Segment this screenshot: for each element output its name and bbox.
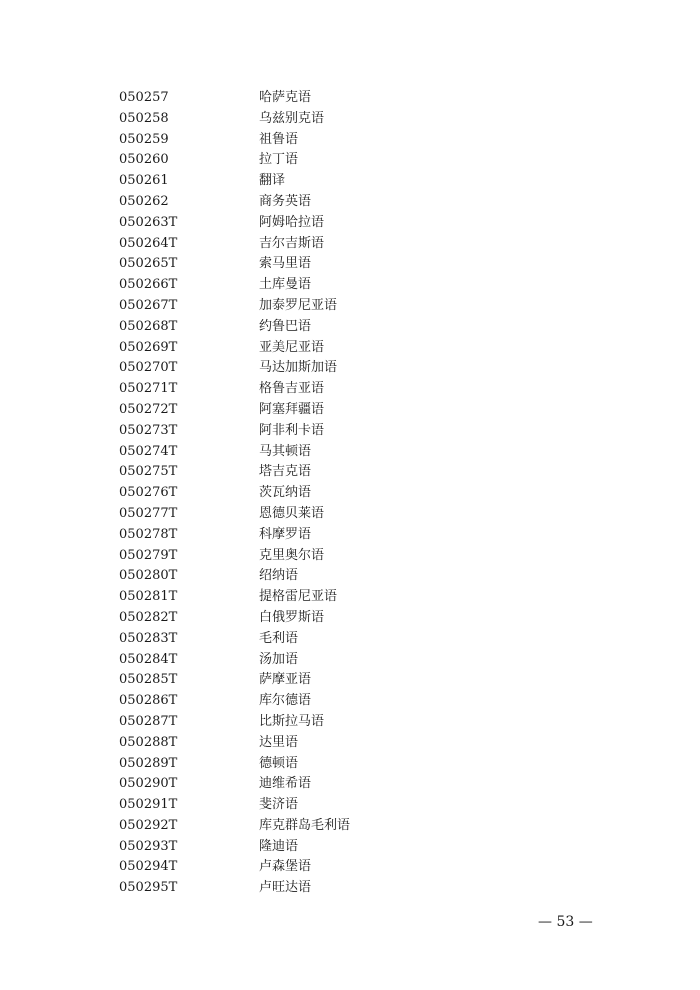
major-code: 050294T	[119, 859, 178, 875]
major-code: 050267T	[119, 297, 178, 313]
major-code: 050289T	[119, 755, 178, 771]
list-item	[0, 275, 700, 296]
major-code: 050280T	[119, 568, 178, 584]
major-name: 商务英语	[259, 193, 312, 209]
major-name: 迪维希语	[259, 776, 312, 792]
list-item	[0, 379, 700, 400]
major-name: 祖鲁语	[259, 131, 299, 147]
major-name: 哈萨克语	[259, 90, 312, 105]
major-code: 050263T	[119, 214, 178, 230]
major-name: 加泰罗尼亚语	[259, 297, 338, 313]
list-item	[0, 109, 700, 130]
list-item	[0, 296, 700, 317]
list-item	[0, 462, 700, 483]
major-name: 阿姆哈拉语	[259, 214, 325, 230]
list-item	[0, 338, 700, 359]
major-code: 050270T	[119, 360, 178, 376]
major-code: 050275T	[119, 464, 178, 480]
major-name: 德顿语	[259, 755, 299, 771]
major-name: 卢森堡语	[259, 859, 312, 875]
major-code: 050272T	[119, 401, 178, 417]
list-item	[0, 691, 700, 712]
major-name: 白俄罗斯语	[259, 609, 325, 625]
list-item	[0, 878, 700, 899]
major-name: 茨瓦纳语	[259, 485, 312, 501]
major-name: 克里奥尔语	[259, 547, 325, 563]
list-item	[0, 795, 700, 816]
major-code: 050258	[119, 110, 169, 126]
major-code: 050291T	[119, 797, 178, 813]
major-code: 050279T	[119, 547, 178, 563]
list-item	[0, 754, 700, 775]
list-item	[0, 504, 700, 525]
major-name: 索马里语	[259, 256, 312, 272]
major-code: 050290T	[119, 776, 178, 792]
major-name: 拉丁语	[259, 152, 299, 168]
list-item	[0, 213, 700, 234]
major-name: 翻译	[259, 173, 286, 189]
list-item	[0, 670, 700, 691]
major-name: 库克群岛毛利语	[259, 817, 351, 833]
list-item	[0, 816, 700, 837]
major-code: 050265T	[119, 256, 178, 272]
major-code: 050261	[119, 173, 169, 189]
major-code: 050268T	[119, 318, 178, 334]
major-code: 050288T	[119, 734, 178, 750]
major-code: 050266T	[119, 277, 178, 293]
major-name: 阿非利卡语	[259, 422, 325, 438]
major-code: 050269T	[119, 339, 178, 355]
page-number: — 53 —	[538, 914, 593, 930]
list-item	[0, 234, 700, 255]
list-item	[0, 171, 700, 192]
major-code: 050260	[119, 152, 169, 168]
major-name: 恩德贝莱语	[259, 505, 325, 521]
list-item	[0, 192, 700, 213]
major-code: 050257	[119, 90, 169, 105]
major-name: 科摩罗语	[259, 526, 312, 542]
major-name: 绍纳语	[259, 568, 299, 584]
major-name: 亚美尼亚语	[259, 339, 325, 355]
major-code: 050281T	[119, 589, 178, 605]
list-item	[0, 712, 700, 733]
major-code: 050274T	[119, 443, 178, 459]
major-name: 比斯拉马语	[259, 713, 325, 729]
major-name: 提格雷尼亚语	[259, 589, 338, 605]
list-item	[0, 254, 700, 275]
list-item	[0, 317, 700, 338]
list-item	[0, 629, 700, 650]
list-item	[0, 525, 700, 546]
list-item	[0, 608, 700, 629]
major-name: 卢旺达语	[259, 880, 312, 896]
list-item	[0, 442, 700, 463]
major-name: 塔吉克语	[259, 464, 312, 480]
list-item	[0, 774, 700, 795]
major-name: 汤加语	[259, 651, 299, 667]
major-code: 050283T	[119, 630, 178, 646]
major-code: 050284T	[119, 651, 178, 667]
list-item	[0, 150, 700, 171]
list-item	[0, 546, 700, 567]
list-item	[0, 837, 700, 858]
list-item	[0, 88, 700, 109]
list-item	[0, 130, 700, 151]
major-name: 毛利语	[259, 630, 299, 646]
major-name: 马达加斯加语	[259, 360, 338, 376]
major-name: 马其顿语	[259, 443, 312, 459]
major-code: 050285T	[119, 672, 178, 688]
major-code: 050259	[119, 131, 169, 147]
list-item	[0, 358, 700, 379]
list-item	[0, 483, 700, 504]
major-code: 050262	[119, 193, 169, 209]
major-name: 格鲁吉亚语	[259, 381, 325, 397]
list-item	[0, 857, 700, 878]
list-item	[0, 650, 700, 671]
list-item	[0, 733, 700, 754]
major-name: 吉尔吉斯语	[259, 235, 325, 251]
major-code: 050271T	[119, 381, 178, 397]
major-name: 斐济语	[259, 797, 299, 813]
major-name: 库尔德语	[259, 693, 312, 709]
major-list	[0, 88, 700, 899]
major-name: 阿塞拜疆语	[259, 401, 325, 417]
major-code: 050282T	[119, 609, 178, 625]
major-name: 土库曼语	[259, 277, 312, 293]
major-code: 050295T	[119, 880, 178, 896]
major-code: 050278T	[119, 526, 178, 542]
major-name: 约鲁巴语	[259, 318, 312, 334]
major-code: 050264T	[119, 235, 178, 251]
list-item	[0, 566, 700, 587]
list-item	[0, 421, 700, 442]
major-code: 050287T	[119, 713, 178, 729]
list-item	[0, 400, 700, 421]
major-code: 050273T	[119, 422, 178, 438]
major-name: 乌兹别克语	[259, 110, 325, 126]
major-name: 达里语	[259, 734, 299, 750]
major-name: 萨摩亚语	[259, 672, 312, 688]
major-code: 050276T	[119, 485, 178, 501]
major-name: 隆迪语	[259, 838, 299, 854]
major-code: 050277T	[119, 505, 178, 521]
major-code: 050286T	[119, 693, 178, 709]
list-item	[0, 587, 700, 608]
major-code: 050293T	[119, 838, 178, 854]
major-code: 050292T	[119, 817, 178, 833]
